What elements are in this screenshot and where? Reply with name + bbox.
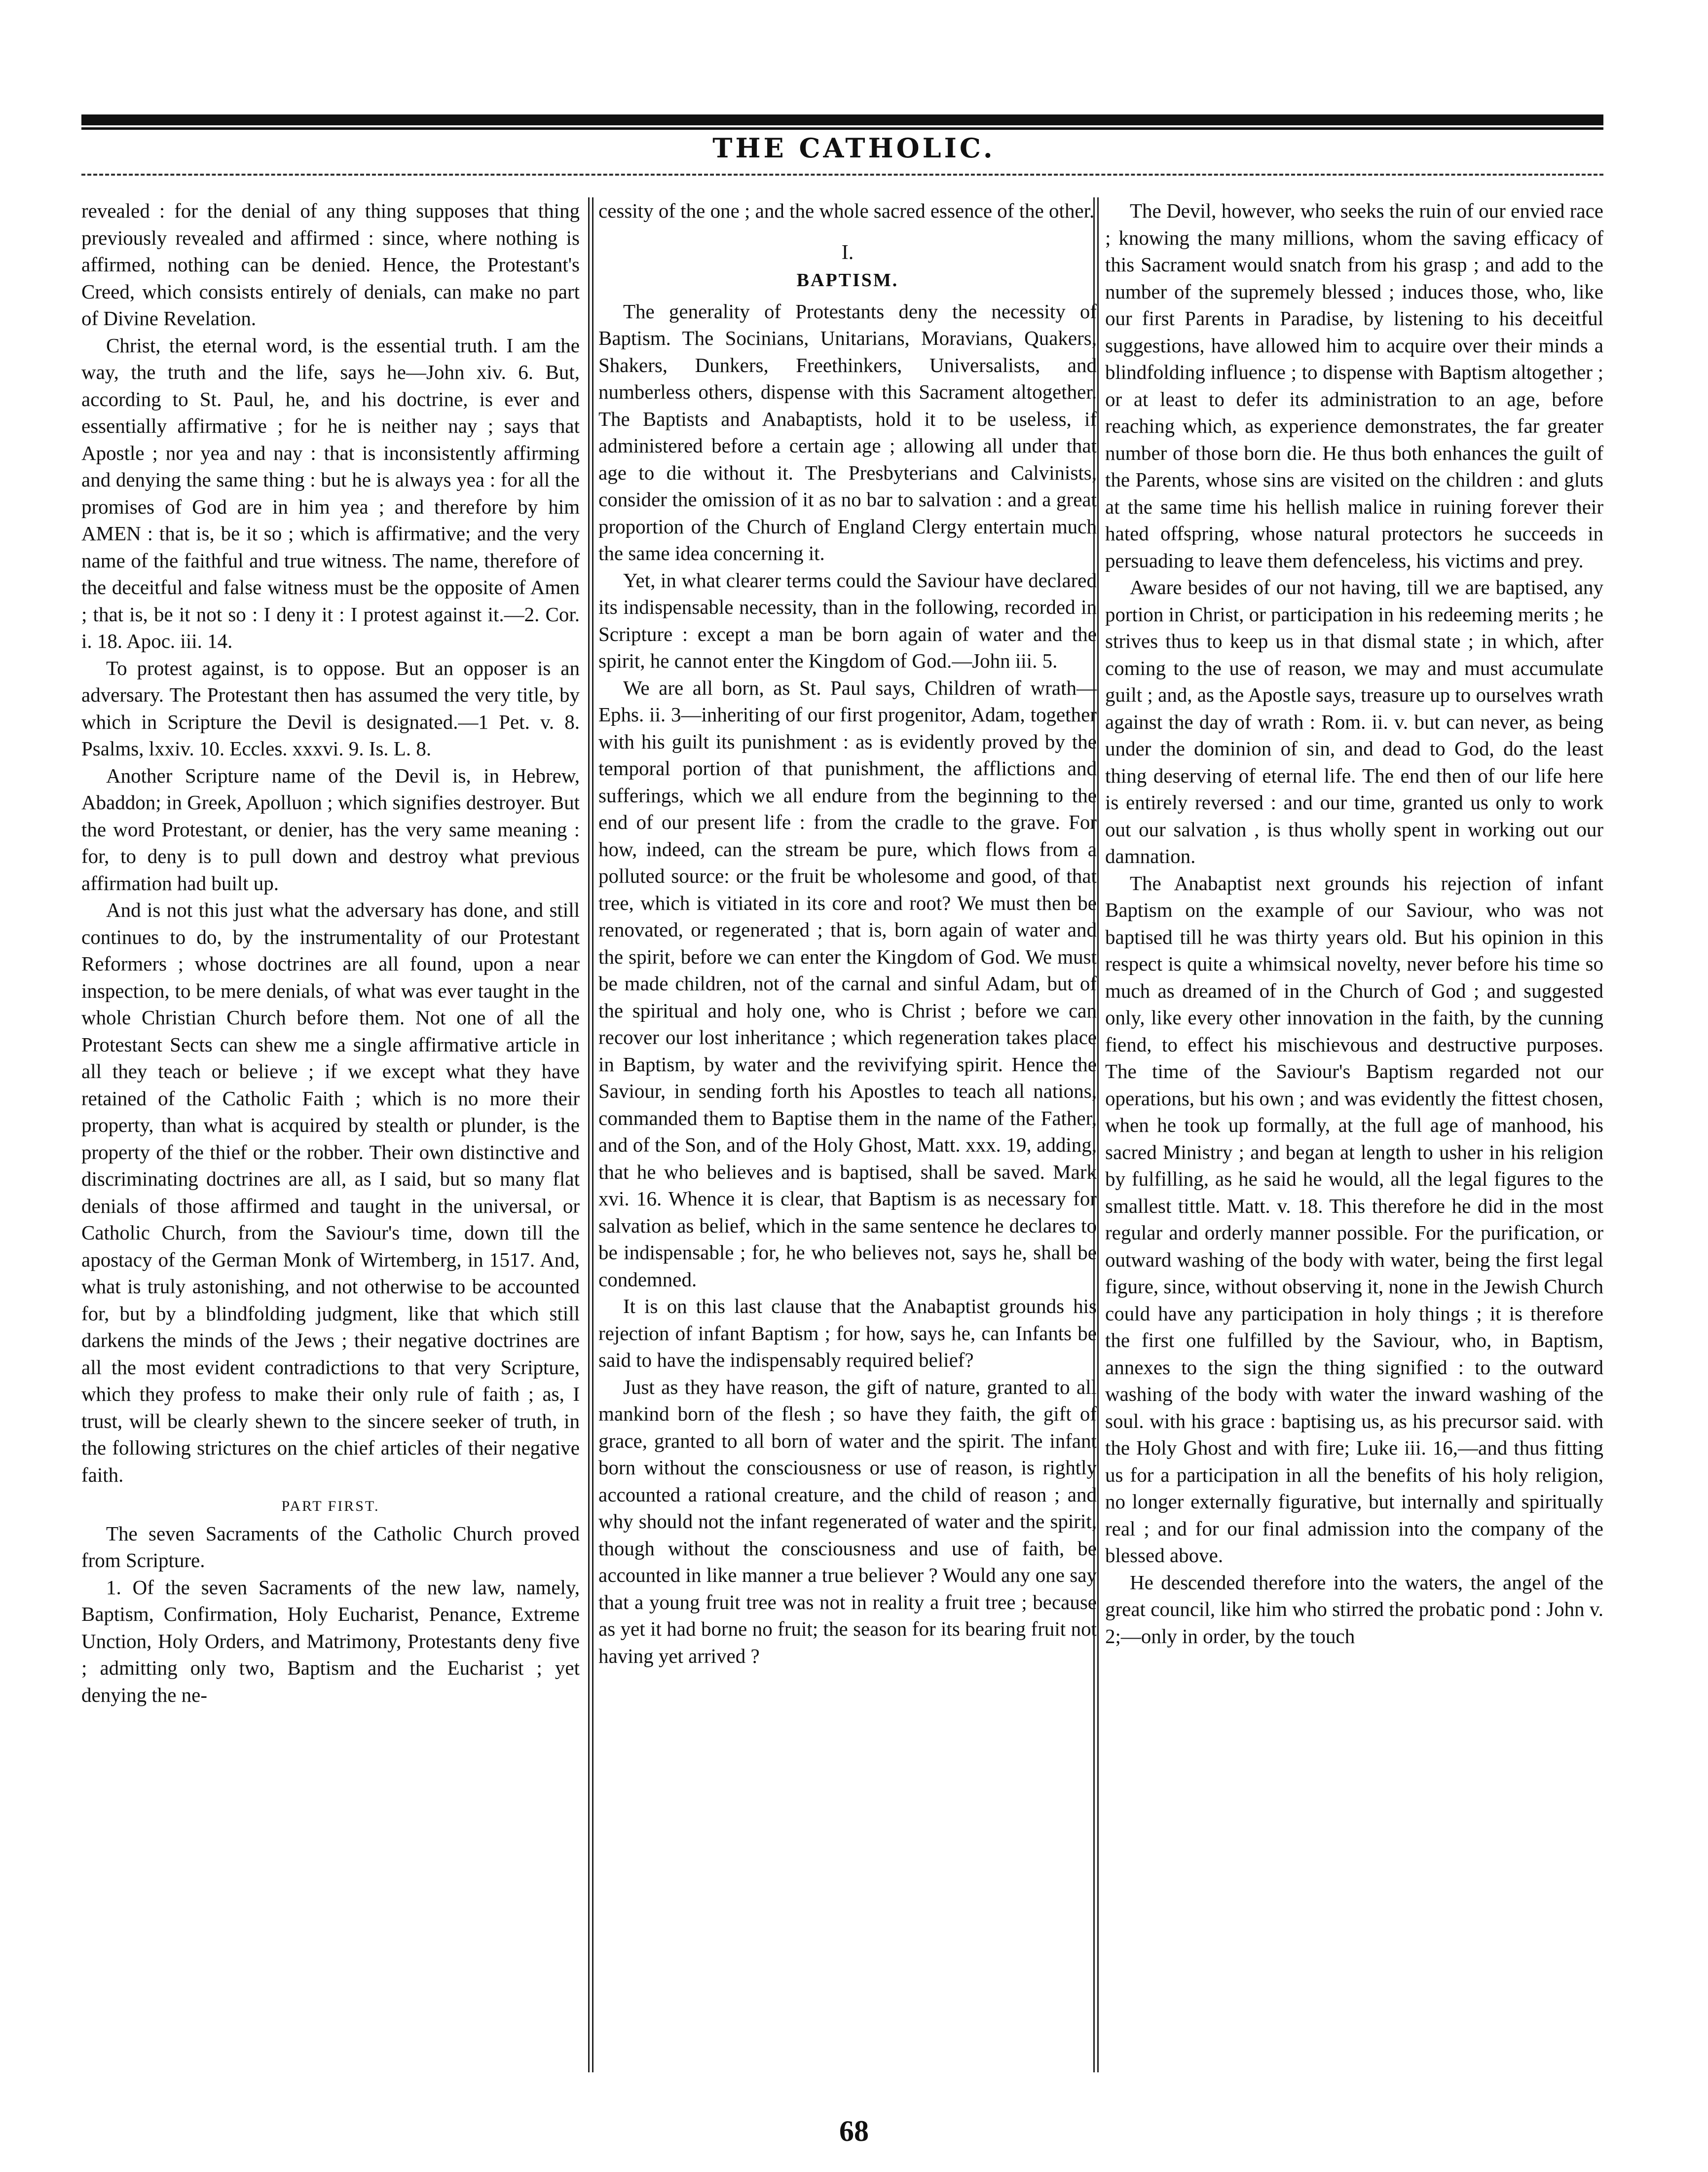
paragraph: Aware besides of our not having, till we are baptised, any portion in Christ, or participation in his redeeming merits ; he strives thus to keep us in that dismal state ; in which, after coming to the use of reason, we may and must accumulate guilt ; and, as the Apostle says, treasure up to ourselves wrath against the day of wrath : Rom. ii. v. but can never, as being under the dominion of sin, and dead to God, do the least thing deserving of eternal life. The end then of our life here is entirely reversed : and our time, granted us only to work out our salvation , is thus wholly spent in working out our damnation. bbox=[1105, 576, 1604, 867]
paragraph: And is not this just what the adversary has done, and still continues to do, by the instrumentality of our Protestant Reformers ; whose doctrines are all found, upon a near inspection, to be mere denials, of what was ever taught in the whole Christian Church before them. Not one of all the Protestant Sects can shew me a single affirmative article in all they teach or believe ; if we except what they have retained of the Catholic Faith ; which is no more their property, than what is acquired by stealth or plunder, is the property of the thief or the robber. Their own distinctive and discriminating doctrines are all, as I said, but so many flat denials of those affirmed and taught in the universal, or Catholic Church, from the Saviour's time, down till the apostacy of the German Monk of Wirtemberg, in 1517. And, what is truly astonishing, and not otherwise to be accounted for, but by a blindfolding judgment, like that which still darkens the minds of the Jews ; their negative doctrines are all the most evident contradictions to that very Scripture, which they profess to make their only rule of faith ; as, I trust, will be clearly shewn to the sincere seeker of truth, in the following strictures on the chief articles of their negative faith. bbox=[81, 899, 580, 1486]
column-1 bbox=[81, 197, 580, 1708]
page-number: 68 bbox=[839, 2115, 869, 2147]
paragraph: The Anabaptist next grounds his rejection of infant Baptism on the example of our Saviour, who was not baptised till he was thirty years old. But his opinion in this respect is quite a whimsical novelty, never before his time so much as dreamed of in the Church of God ; and suggested only, like every other innovation in the faith, by the cunning fiend, to effect his mischievous and destructive purposes. The time of the Saviour's Baptism regarded not our operations, but his own ; and was evidently the fittest chosen, when he took up formally, at the full age of manhood, his sacred Ministry ; and began at length to usher in his religion by fulfilling, as he said he would, all the legal figures to the smallest tittle. Matt. v. 18. This therefore he did in the most regular and orderly manner possible. For the purification, or outward washing of the body with water, being the first legal figure, since, without observing it, none in the Jewish Church could have any participation in holy things ; it is therefore the first one fulfilled by the Saviour, who, in Baptism, annexes to the sign the thing signified : to the outward washing of the body with water the inward washing of the soul. with his grace : baptising us, as his precursor said. with the Holy Ghost and with fire; Luke iii. 16,—and thus fitting us for a participation in all the benefits of his holy religion, no longer externally figurative, but internally and spiritually real ; and for our final admission into the company of the blessed above. bbox=[1105, 871, 1603, 1567]
paragraph: The Devil, however, who seeks the ruin of our envied race ; knowing the many millions, whom the saving efficacy of this Sacrament would snatch from his grasp ; and add to the number of the supremely blessed ; induces those, who, like our first Parents in Paradise, by listening to his deceitful suggestions, have allowed him to acquire over their minds a blindfolding influence ; to dispense with Baptism altogether ; or at least to defer its administration to an age, before reaching which, as experience demonstrates, the far greater number of those born die. He thus both enhances the guilt of the Parents, whose sins are visited on the children : and gluts at the same time his hellish malice in ruining forever their hated offspring, whose natural protectors he succeeds in persuading to leave them defenceless, his victims and prey. bbox=[1105, 199, 1603, 572]
paragraph: It is on this last clause that the Anabaptist grounds his rejection of infant Baptism ; for how, says he, can Infants be said to have the indispensably required belief? bbox=[598, 1295, 1097, 1371]
header-rule-thick bbox=[81, 114, 1603, 125]
column-divider-left-inner bbox=[592, 197, 594, 2072]
paragraph: revealed : for the denial of any thing supposes that thing previously revealed and affirmed : since, where nothing is affirmed, nothing can be denied. Hence, the Protestant's Creed, which consists entirely of denials, can make no part of Divine Revelation. bbox=[81, 199, 580, 330]
paragraph: cessity of the one ; and the whole sacred essence of the other. bbox=[598, 199, 1095, 222]
paragraph: The seven Sacraments of the Catholic Church proved from Scripture. bbox=[81, 1522, 580, 1572]
column-3 bbox=[1105, 197, 1603, 1649]
part-heading: PART FIRST. bbox=[281, 1498, 380, 1514]
column-divider-right-inner bbox=[1097, 197, 1099, 2072]
header-rule-thin bbox=[81, 127, 1603, 130]
paragraph: Yet, in what clearer terms could the Saviour have declared its indispensable necessity, than in the following, recorded in Scripture : except a man be born again of water and the spirit, he cannot enter the Kingdom of God.—John iii. 5. bbox=[598, 568, 1097, 672]
paragraph: Just as they have reason, the gift of nature, granted to all mankind born of the flesh ; so have they faith, the gift of grace, granted to all born of water and the spirit. The infant born without the consciousness or use of reason, is rightly accounted a rational creature, and the child of reason ; and why should not the infant regenerated of water and the spirit, though without the consciousness and use of faith, be accounted in like manner a true believer ? Would any one say that a young fruit tree was not in reality a fruit tree ; because as yet it had borne no fruit; the season for its bearing fruit not having yet arrived ? bbox=[598, 1375, 1097, 1667]
paragraph: 1. Of the seven Sacraments of the new law, namely, Baptism, Confirmation, Holy Eucharist, Penance, Extreme Unction, Holy Orders, and Matrimony, Protestants deny five ; admitting only two, Baptism and the Eucharist ; yet denying the ne- bbox=[81, 1575, 580, 1706]
paragraph: He descended therefore into the waters, the angel of the great council, like him who stirred the probatic pond : John v. 2;—only in order, by the touch bbox=[1105, 1571, 1603, 1648]
section-number: I. bbox=[841, 241, 854, 264]
masthead-title: THE CATHOLIC. bbox=[712, 132, 996, 164]
column-divider-left bbox=[588, 197, 590, 2072]
paragraph: We are all born, as St. Paul says, Children of wrath—Ephs. ii. 3—inheriting of our first progenitor, Adam, together with his guilt its punishment : as is evidently proved by the temporal portion of that punishment, the afflictions and sufferings, which we all endure from the beginning to the end of our present life : from the cradle to the grave. For how, indeed, can the stream be pure, which flows from a polluted source: or the fruit be wholesome and good, of that tree, which is vitiated in its core and root? We must then be renovated, or regenerated ; that is, born again of water and the spirit, before we can enter the Kingdom of God. We must be made children, not of the carnal and sinful Adam, but of the spiritual and holy one, who is Christ ; before we can recover our lost inheritance ; which regeneration takes place in Baptism, by water and the revivifying spirit. Hence the Saviour, in sending forth his Apostles to teach all nations, commanded them to Baptise them in the name of the Father, and of the Son, and of the Holy Ghost, Matt. xxx. 19, adding, that he who believes and is baptised, shall be saved. Mark xvi. 16. Whence it is clear, that Baptism is as necessary for salvation as belief, which in the same sentence he declares to be indispensable ; for, he who believes not, says he, shall be condemned. bbox=[598, 676, 1097, 1291]
paragraph: The generality of Protestants deny the necessity of Baptism. The Socinians, Unitarians, Moravians, Quakers, Shakers, Dunkers, Freethinkers, Universalists, and numberless others, dispense with this Sacrament altogether. The Baptists and Anabaptists, hold it to be useless, if administered before a certain age ; allowing all under that age to die without it. The Presbyterians and Calvinists, consider the omission of it as no bar to salvation : and a great proportion of the Church of England Clergy entertain much the same idea concerning it. bbox=[598, 300, 1097, 564]
column-2 bbox=[598, 197, 1097, 1669]
section-title: BAPTISM. bbox=[796, 270, 899, 291]
header-rule-dashed bbox=[81, 174, 1603, 178]
paragraph: To protest against, is to oppose. But an opposer is an adversary. The Protestant then has assumed the very title, by which in Scripture the Devil is designated.—1 Pet. v. 8. Psalms, lxxiv. 10. Eccles. xxxvi. 9. Is. L. 8. bbox=[81, 656, 580, 760]
paragraph: Christ, the eternal word, is the essential truth. I am the way, the truth and the life, says he—John xiv. 6. But, according to St. Paul, he, and his doctrine, is ever and essentially affirmative ; for he is neither nay ; says that Apostle ; nor yea and nay : that is inconsistently affirming and denying the same thing : but he is always yea : for all the promises of God are in him yea ; and therefore by him AMEN : that is, be it so ; which is affirmative; and the very name of the faithful and true witness. The name, therefore of the deceitful and false witness must be the opposite of Amen ; that is, be it not so : I deny it : I protest against it.—2. Cor. i. 18. Apoc. iii. 14. bbox=[81, 334, 580, 652]
paragraph: Another Scripture name of the Devil is, in Hebrew, Abaddon; in Greek, Apolluon ; which signifies destroyer. But the word Protestant, or denier, has the very same meaning : for, to deny is to pull down and destroy what previous affirmation had built up. bbox=[81, 764, 580, 895]
